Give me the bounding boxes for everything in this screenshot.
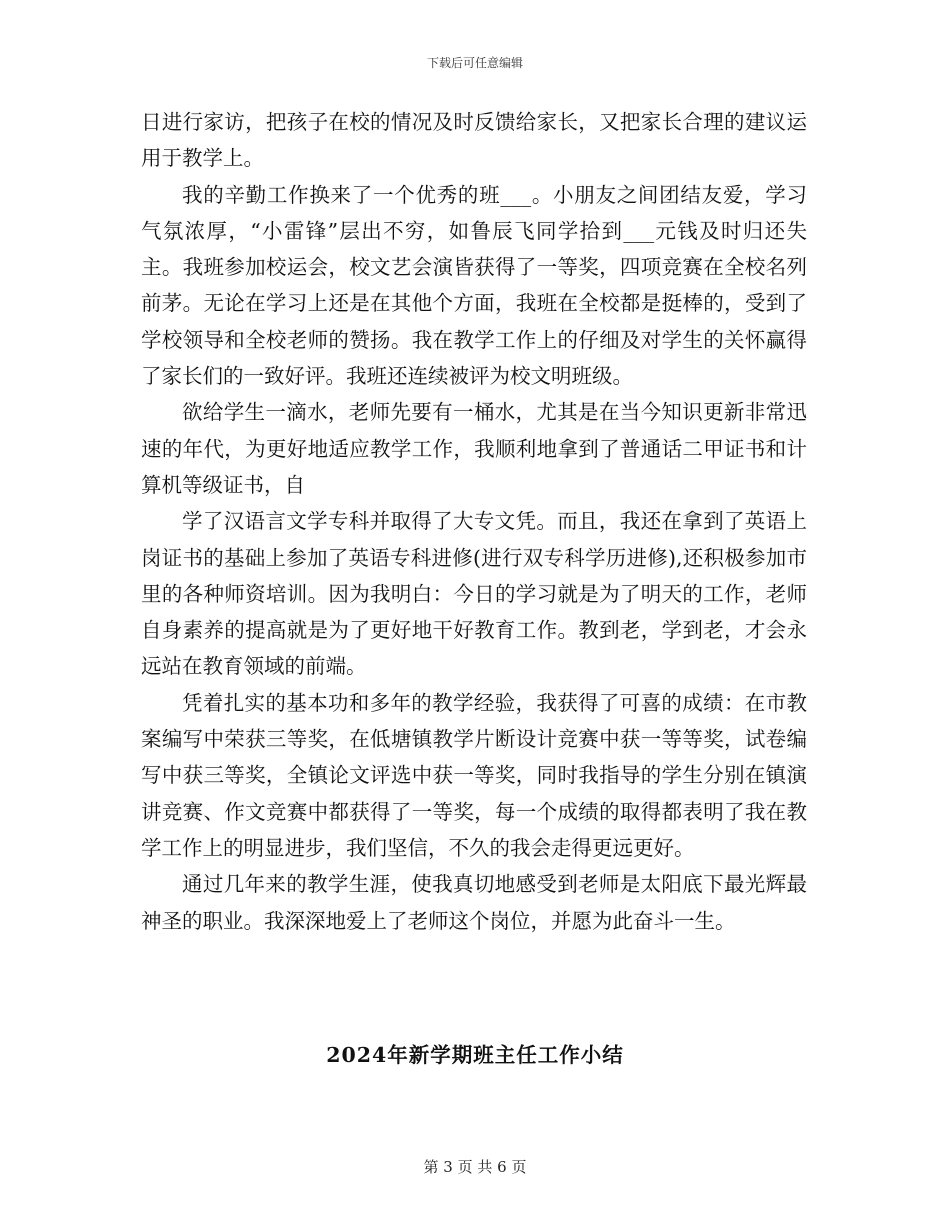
paragraph-conclusion: 通过几年来的教学生涯，使我真切地感受到老师是太阳底下最光辉最神圣的职业。我深深地爱上了老师这个岗位，并愿为此奋斗一生。 xyxy=(141,872,807,933)
document-body xyxy=(141,104,807,939)
paragraph-home-visits: 日进行家访，把孩子在校的情况及时反馈给家长，又把家长合理的建议运用于教学上。 xyxy=(141,110,807,171)
paragraph-achievements: 凭着扎实的基本功和多年的教学经验，我获得了可喜的成绩：在市教案编写中荣获三等奖，在低塘镇教学片断设计竞赛中获一等等奖，试卷编写中获三等奖，全镇论文评选中获一等奖，同时我指导的学生分别在镇演讲竞赛、作文竞赛中都获得了一等奖，每一个成绩的取得都表明了我在教学工作上的明显进步，我们坚信，不久的我会走得更远更好。 xyxy=(141,690,807,860)
section-title: 2024年新学期班主任工作小结 xyxy=(326,1043,624,1067)
paragraph-excellent-class: 我的辛勤工作换来了一个优秀的班___。小朋友之间团结友爱，学习气氛浓厚，“小雷锋”层出不穷，如鲁辰飞同学拾到___元钱及时归还失主。我班参加校运会，校文艺会演皆获得了一等奖，四项竞赛在全校名列前茅。无论在学习上还是在其他个方面，我班在全校都是挺棒的，受到了学校领导和全校老师的赞扬。我在教学工作上的仔细及对学生的关怀赢得了家长们的一致好评。我班还连续被评为校文明班级。 xyxy=(141,182,807,389)
paragraph-further-study: 学了汉语言文学专科并取得了大专文凭。而且，我还在拿到了英语上岗证书的基础上参加了英语专科进修(进行双专科学历进修),还积极参加市里的各种师资培训。因为我明白：今日的学习就是为了明天的工作，老师自身素养的提高就是为了更好地干好教育工作。教到老，学到老，才会永远站在教育领域的前端。 xyxy=(141,509,807,679)
page-number: 第 3 页 共 6 页 xyxy=(423,1158,527,1176)
paragraph-self-improvement: 欲给学生一滴水，老师先要有一桶水，尤其是在当今知识更新非常迅速的年代，为更好地适应教学工作，我顺利地拿到了普通话二甲证书和计算机等级证书，自 xyxy=(141,400,807,497)
page-header-note: 下载后可任意编辑 xyxy=(426,56,523,70)
